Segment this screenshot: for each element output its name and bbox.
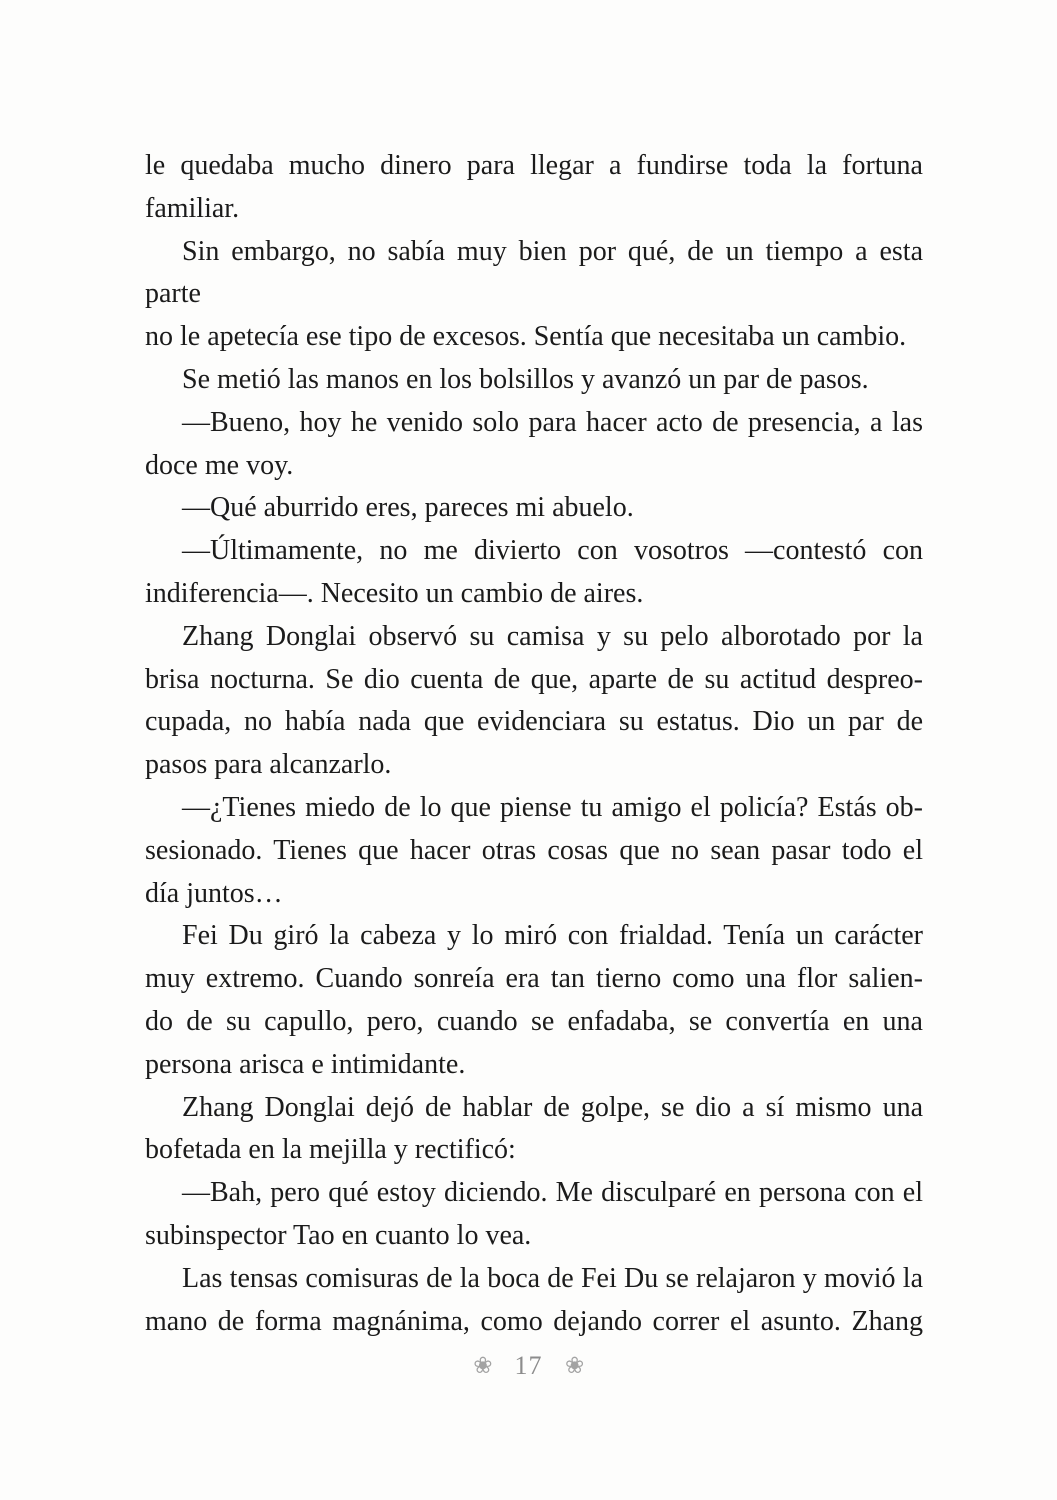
text-line: —Bah, pero qué estoy diciendo. Me disculparé en persona con el	[182, 1177, 923, 1209]
text-line: —Qué aburrido eres, pareces mi abuelo.	[182, 492, 634, 524]
text-line: subinspector Tao en cuanto lo vea.	[145, 1219, 532, 1251]
text-line: familiar.	[145, 192, 240, 224]
page-footer	[0, 1344, 1057, 1388]
text-line: persona arisca e intimidante.	[145, 1048, 466, 1080]
text-line: Fei Du giró la cabeza y lo miró con frialdad. Tenía un carácter	[182, 920, 923, 952]
text-line: indiferencia—. Necesito un cambio de aires.	[145, 577, 644, 609]
text-line: bofetada en la mejilla y rectificó:	[145, 1134, 516, 1166]
text-line: Zhang Donglai observó su camisa y su pelo alborotado por la	[182, 620, 923, 652]
text-line: sesionado. Tienes que hacer otras cosas que no sean pasar todo el	[145, 834, 923, 866]
page-number: 17	[514, 1351, 543, 1380]
page-text	[145, 145, 923, 1343]
text-line: —Últimamente, no me divierto con vosotros —contestó con	[182, 535, 923, 567]
text-line: cupada, no había nada que evidenciara su estatus. Dio un par de	[145, 706, 923, 738]
flower-ornament-left-icon: ❀	[473, 1352, 493, 1379]
text-line: —Bueno, hoy he venido solo para hacer acto de presencia, a las	[182, 406, 923, 438]
text-line: brisa nocturna. Se dio cuenta de que, aparte de su actitud despreo-	[145, 663, 923, 695]
text-line: pasos para alcanzarlo.	[145, 749, 392, 781]
text-line: no le apetecía ese tipo de excesos. Sentía que necesitaba un cambio.	[145, 321, 907, 353]
text-line: do de su capullo, pero, cuando se enfadaba, se convertía en una	[145, 1005, 923, 1037]
text-line: Sin embargo, no sabía muy bien por qué, de un tiempo a esta parte	[145, 235, 923, 310]
text-line: Zhang Donglai dejó de hablar de golpe, se dio a sí mismo una	[182, 1091, 923, 1123]
text-line: muy extremo. Cuando sonreía era tan tierno como una flor salien-	[145, 963, 923, 995]
text-line: mano de forma magnánima, como dejando correr el asunto. Zhang	[145, 1305, 923, 1337]
text-line: Las tensas comisuras de la boca de Fei Du se relajaron y movió la	[182, 1262, 923, 1294]
text-line: Se metió las manos en los bolsillos y avanzó un par de pasos.	[182, 363, 869, 395]
text-line: —¿Tienes miedo de lo que piense tu amigo el policía? Estás ob-	[182, 791, 923, 823]
text-line: doce me voy.	[145, 449, 294, 481]
text-line: día juntos…	[145, 877, 283, 909]
text-line: le quedaba mucho dinero para llegar a fundirse toda la fortuna	[145, 150, 923, 181]
flower-ornament-right-icon: ❀	[564, 1352, 584, 1379]
